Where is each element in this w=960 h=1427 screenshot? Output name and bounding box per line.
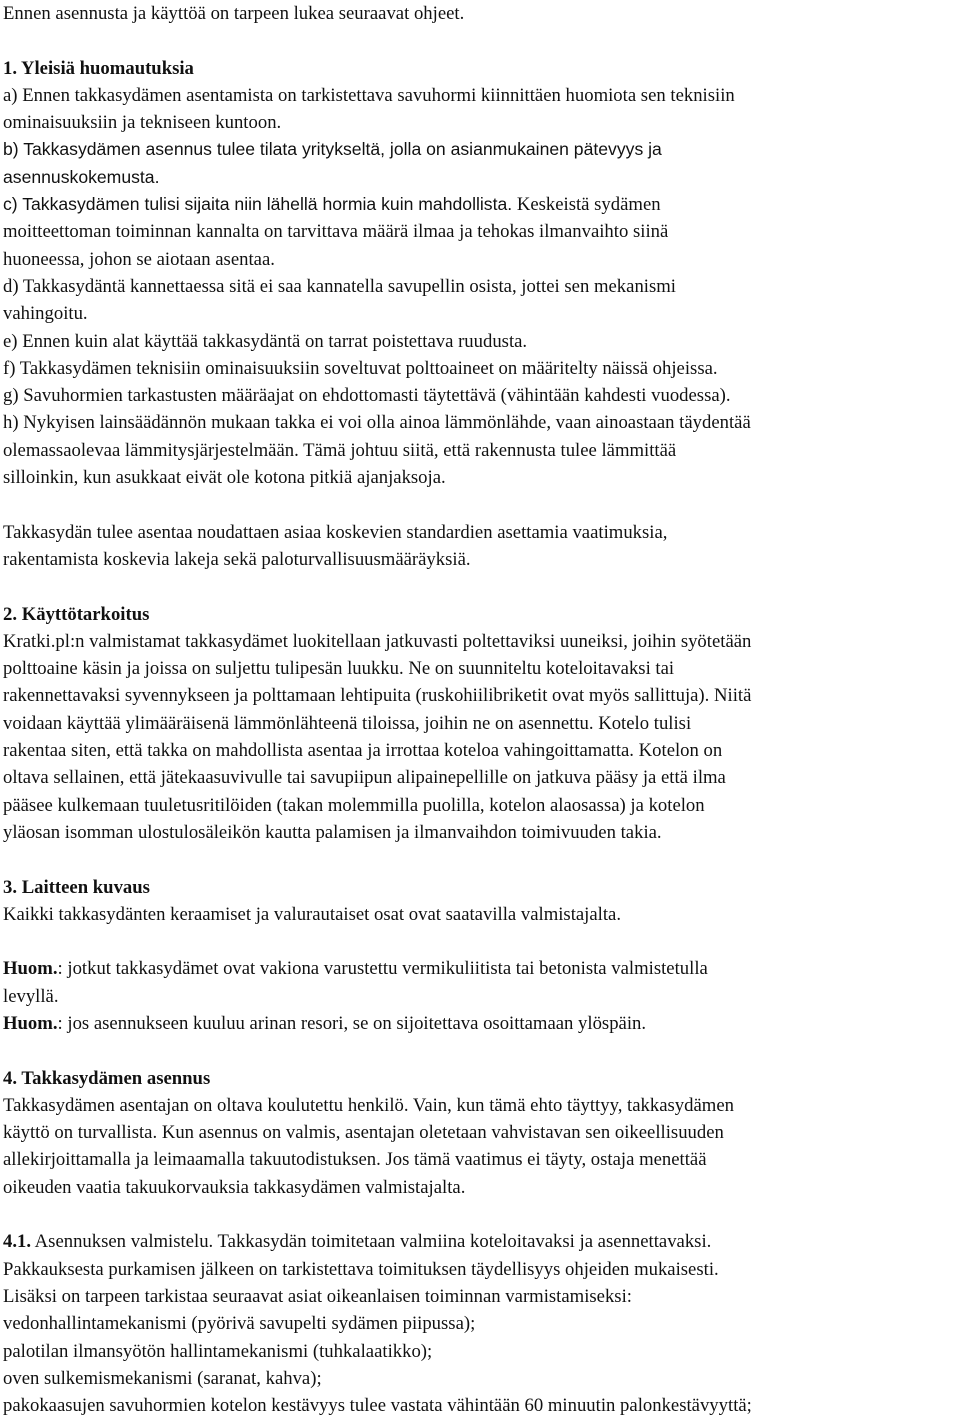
s2-line5 — [3, 737, 960, 764]
s4-line1-part2: Vain, kun tämä ehto täyttyy, takkasydämen — [408, 1094, 734, 1116]
s1-item-h-line3: silloinkin, kun asukkaat eivät ole kotona pitkiä ajanjaksoja. — [3, 467, 446, 489]
s2-line2 — [3, 655, 960, 682]
s41-line2: Pakkauksesta purkamisen jälkeen on tarkistettava toimituksen täydellisyys ohjeiden mukaisesti. — [3, 1258, 719, 1280]
s1-item-c-line1 — [3, 191, 960, 218]
s2-line3-part2: Niitä — [709, 685, 752, 707]
note-label: Huom. — [3, 1012, 58, 1034]
s41-line1-text: Takkasydän toimitetaan valmiina koteloitavaksi ja asennettavaksi. — [213, 1231, 712, 1253]
s41-number: 4.1. — [3, 1231, 32, 1253]
s1-item-h-line2 — [3, 437, 960, 464]
s1-item-c-line2: moitteettoman toiminnan kannalta on tarvittava määrä ilmaa ja tehokas ilmanvaihto siinä — [3, 221, 669, 243]
spacer — [3, 27, 960, 54]
s2-line6: oltava sellainen, että jätekaasuvivulle tai savupiipun alipainepellille on jatkuva pääsy ja että ilma — [3, 767, 726, 789]
s1-item-b-line1: b) Takkasydämen asennus tulee tilata yritykseltä, jolla on asianmukainen pätevyys ja — [3, 139, 662, 160]
s1-item-d-line1: d) Takkasydäntä kannettaessa sitä ei saa kannatella savupellin osista, jottei sen mekanismi — [3, 275, 676, 297]
s41-line3: Lisäksi on tarpeen tarkistaa seuraavat asiat oikeanlaisen toiminnan varmistamiseksi: — [3, 1285, 632, 1307]
s1-item-h-line1: h) Nykyisen lainsäädännön mukaan takka ei voi olla ainoa lämmönlähde, vaan ainoastaan täydentää — [3, 412, 751, 434]
spacer — [3, 928, 960, 955]
s1-item-c-part1: c) Takkasydämen tulisi sijaita niin lähellä hormia kuin mahdollista. — [3, 194, 513, 215]
s41-check-item: palotilan ilmansyötön hallintamekanismi (tuhkalaatikko); — [3, 1340, 433, 1362]
s3-note1-line1 — [3, 955, 960, 982]
s3-note2 — [3, 1010, 960, 1037]
s41-line1 — [3, 1228, 960, 1255]
spacer — [3, 846, 960, 873]
s1-item-h-part1: olemassaolevaa lämmitysjärjestelmään. — [3, 439, 299, 461]
standards-line2: rakentamista koskevia lakeja sekä paloturvallisuusmääräyksiä. — [3, 548, 471, 570]
section-1-heading: 1. Yleisiä huomautuksia — [3, 57, 194, 79]
spacer — [3, 1201, 960, 1228]
s4-line2-part1: käyttö on turvallista. — [3, 1122, 158, 1144]
note-text: : jos asennukseen kuuluu arinan resori, se on sijoitettava osoittamaan ylöspäin. — [57, 1012, 647, 1034]
s2-line3-part1: rakennettavaksi syvennykseen ja polttamaan lehtipuita (ruskohiilibriketit ovat myös sallittuja). — [3, 685, 710, 707]
section-2-heading: 2. Käyttötarkoitus — [3, 603, 150, 625]
s2-line4-part1: voidaan käyttää ylimääräisenä lämmönlähteenä tiloissa, joihin ne on asennettu. — [3, 712, 594, 734]
s2-line4 — [3, 710, 960, 737]
s4-line4: oikeuden vaatia takuukorvauksia takkasydämen valmistajalta. — [3, 1176, 466, 1198]
section-3-heading: 3. Laitteen kuvaus — [3, 876, 150, 898]
s41-check-item: vedonhallintamekanismi (pyörivä savupelti sydämen piipussa); — [3, 1313, 476, 1335]
s4-line3-part1: allekirjoittamalla ja leimaamalla takuutodistuksen. — [3, 1149, 381, 1171]
s41-title: Asennuksen valmistelu. — [31, 1231, 214, 1253]
spacer — [3, 491, 960, 518]
s1-item-a-line1: a) Ennen takkasydämen asentamista on tarkistettava savuhormi kiinnittäen huomiota sen teknisiin — [3, 84, 735, 106]
s4-line3-part2: Jos tämä vaatimus ei täyty, ostaja menettää — [380, 1149, 707, 1171]
s1-item-a-line2: ominaisuuksiin ja tekniseen kuntoon. — [3, 112, 282, 134]
s1-item-g: g) Savuhormien tarkastusten määräajat on ehdottomasti täytettävä (vähintään kahdesti vuodessa). — [3, 385, 731, 407]
spacer — [3, 573, 960, 600]
note-label: Huom. — [3, 958, 58, 980]
s2-line5-part2: Kotelon on — [633, 740, 723, 762]
s4-line1-part1: Takkasydämen asentajan on oltava koulutettu henkilö. — [3, 1094, 409, 1116]
s2-line1: Kratki.pl:n valmistamat takkasydämet luokitellaan jatkuvasti poltettaviksi uuneiksi, joihin syötetään — [3, 630, 752, 652]
s2-line4-part2: Kotelo tulisi — [593, 712, 692, 734]
s2-line3 — [3, 682, 960, 709]
standards-line1: Takkasydän tulee asentaa noudattaen asiaa koskevien standardien asettamia vaatimuksia, — [3, 521, 668, 543]
s1-item-e: e) Ennen kuin alat käyttää takkasydäntä on tarrat poistettava ruudusta. — [3, 330, 528, 352]
s2-line5-part1: rakentaa siten, että takka on mahdollista asentaa ja irrottaa koteloa vahingoittamatta. — [3, 740, 634, 762]
s4-line1 — [3, 1092, 960, 1119]
spacer — [3, 1037, 960, 1064]
s4-line3 — [3, 1146, 960, 1173]
s1-item-c-line3: huoneessa, johon se aiotaan asentaa. — [3, 248, 275, 270]
s4-line2 — [3, 1119, 960, 1146]
s4-line2-part2: Kun asennus on valmis, asentajan oletetaan vahvistavan sen oikeellisuuden — [157, 1122, 724, 1144]
s2-line2-part1: polttoaine käsin ja joissa on suljettu tulipesän luukku. — [3, 658, 404, 680]
s41-check-item: pakokaasujen savuhormien kotelon kestävyys tulee vastata vähintään 60 minuutin palonkestävyyttä; — [3, 1395, 752, 1417]
note-text: : jotkut takkasydämet ovat vakiona varustettu vermikuliitista tai betonista valmistetulla — [57, 958, 708, 980]
s1-item-h-part2: Tämä johtuu siitä, että rakennusta tulee lämmittää — [298, 439, 677, 461]
section-4-heading: 4. Takkasydämen asennus — [3, 1067, 211, 1089]
intro-text: Ennen asennusta ja käyttöä on tarpeen lukea seuraavat ohjeet. — [3, 3, 465, 24]
s41-check-item: oven sulkemismekanismi (saranat, kahva); — [3, 1367, 322, 1389]
s2-line2-part2: Ne on suunniteltu koteloitavaksi tai — [403, 658, 675, 680]
s3-note1-line2: levyllä. — [3, 985, 59, 1007]
s1-item-b-line2: asennuskokemusta. — [3, 166, 160, 187]
s2-line7: pääsee kulkemaan tuuletusritilöiden (takan molemmilla puolilla, kotelon alaosassa) ja kotelon — [3, 794, 705, 816]
s1-item-c-part2: Keskeistä sydämen — [512, 194, 661, 216]
s1-item-d-line2: vahingoitu. — [3, 303, 88, 325]
s1-item-f: f) Takkasydämen teknisiin ominaisuuksiin soveltuvat polttoaineet on määritelty näissä ohjeissa. — [3, 357, 718, 379]
s3-line1: Kaikki takkasydänten keraamiset ja valurautaiset osat ovat saatavilla valmistajalta. — [3, 903, 622, 925]
s2-line8: yläosan isomman ulostulosäleikön kautta palamisen ja ilmanvaihdon toimivuuden takia. — [3, 821, 662, 843]
